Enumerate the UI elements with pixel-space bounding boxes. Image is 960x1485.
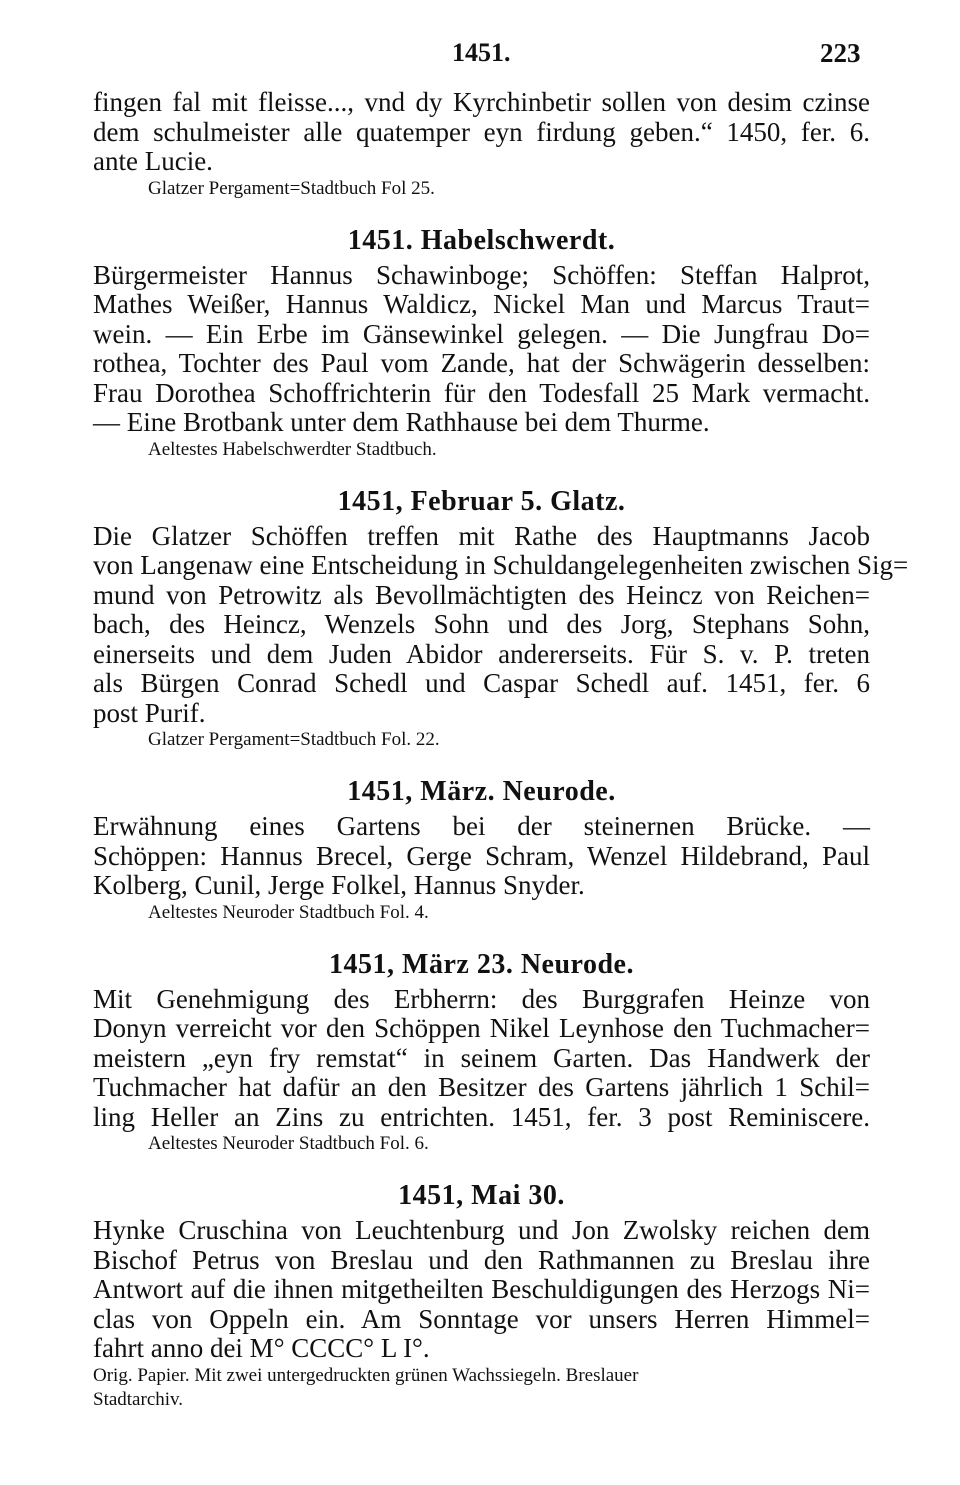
- source-citation: Glatzer Pergament=Stadtbuch Fol. 22.: [148, 729, 440, 750]
- text-line: ling Heller an Zins zu entrichten. 1451, fer. 3 post Reminiscere.: [93, 1101, 870, 1132]
- text-line: Donyn verreicht vor den Schöppen Nikel Leynhose den Tuchmacher=: [93, 1013, 870, 1043]
- entry-heading: 1451. Habelschwerdt.: [347, 224, 616, 256]
- text-line: dem schulmeister alle quatemper eyn firdung geben.“ 1450, fer. 6.: [93, 116, 870, 147]
- text-line: fingen fal mit fleisse..., vnd dy Kyrchinbetir sollen von desim czinse: [93, 87, 870, 117]
- entry-paragraph: [93, 520, 909, 729]
- source-citation: Orig. Papier. Mit zwei untergedruckten grünen Wachssiegeln. Breslauer: [93, 1364, 639, 1386]
- source-citation: Aeltestes Habelschwerdter Stadtbuch.: [148, 438, 437, 460]
- entry-paragraph: [93, 261, 870, 438]
- text-line: post Purif.: [93, 697, 206, 728]
- text-line: Antwort auf die ihnen mitgetheilten Beschuldigungen des Herzogs Ni=: [93, 1274, 870, 1304]
- source-citation: Aeltestes Neuroder Stadtbuch Fol. 6.: [148, 1133, 429, 1154]
- entry-heading: 1451, März. Neurode.: [347, 776, 616, 807]
- text-line: Schöppen: Hannus Brecel, Gerge Schram, Wenzel Hildebrand, Paul: [93, 840, 870, 871]
- entry-heading: 1451, März 23. Neurode.: [329, 948, 634, 980]
- entry-heading: 1451, Mai 30.: [398, 1180, 565, 1211]
- entry-paragraph: [93, 812, 870, 901]
- text-line: Bischof Petrus von Breslau und den Rathmannen zu Breslau ihre: [93, 1244, 870, 1275]
- text-line: als Bürgen Conrad Schedl und Caspar Schedl auf. 1451, fer. 6: [93, 668, 870, 698]
- header-year: 1451.: [452, 38, 511, 67]
- entry-paragraph: [93, 985, 870, 1133]
- text-line: Die Glatzer Schöffen treffen mit Rathe des Hauptmanns Jacob: [93, 520, 870, 551]
- text-line: Tuchmacher hat dafür an den Besitzer des Gartens jährlich 1 Schil=: [93, 1072, 870, 1102]
- entry-paragraph: [93, 1216, 870, 1364]
- source-citation: Aeltestes Neuroder Stadtbuch Fol. 4.: [148, 901, 429, 923]
- text-line: rothea, Tochter des Paul vom Zande, hat der Schwägerin desselben:: [93, 348, 870, 378]
- source-citation: Glatzer Pergament=Stadtbuch Fol 25.: [148, 177, 435, 199]
- text-line: clas von Oppeln ein. Am Sonntage vor unsers Herren Himmel=: [93, 1303, 870, 1334]
- text-line: Hynke Cruschina von Leuchtenburg und Jon Zwolsky reichen dem: [93, 1215, 870, 1245]
- text-line: von Langenaw eine Entscheidung in Schuldangelegenheiten zwischen Sig=: [93, 550, 909, 580]
- text-line: Erwähnung eines Gartens bei der steinernen Brücke. —: [93, 811, 870, 841]
- text-line: einerseits und dem Juden Abidor andererseits. Für S. v. P. treten: [93, 638, 870, 669]
- text-line: meistern „eyn fry remstat“ in seinem Garten. Das Handwerk der: [93, 1042, 870, 1073]
- source-citation: Stadtarchiv.: [93, 1388, 184, 1410]
- entry-heading: 1451, Februar 5. Glatz.: [337, 485, 626, 517]
- text-line: Mathes Weißer, Hannus Waldicz, Nickel Man und Marcus Traut=: [93, 289, 870, 319]
- text-line: Frau Dorothea Schoffrichterin für den Todesfall 25 Mark vermacht.: [93, 377, 870, 408]
- page-number: 223: [820, 38, 861, 68]
- text-line: bach, des Heincz, Wenzels Sohn und des Jorg, Stephans Sohn,: [93, 609, 870, 639]
- page-content: [93, 87, 909, 1412]
- text-line: — Eine Brotbank unter dem Rathhause bei dem Thurme.: [93, 407, 710, 437]
- text-line: Kolberg, Cunil, Jerge Folkel, Hannus Snyder.: [93, 870, 585, 900]
- intro-paragraph: [93, 88, 870, 177]
- text-line: fahrt anno dei M° CCCC° L I°.: [93, 1333, 430, 1363]
- text-line: ante Lucie.: [93, 146, 213, 176]
- text-line: wein. — Ein Erbe im Gänsewinkel gelegen. — Die Jungfrau Do=: [93, 318, 870, 349]
- page-header: [0, 38, 960, 78]
- text-line: mund von Petrowitz als Bevollmächtigten des Heincz von Reichen=: [93, 579, 870, 610]
- text-line: Bürgermeister Hannus Schawinboge; Schöffen: Steffan Halprot,: [93, 259, 870, 290]
- text-line: Mit Genehmigung des Erbherrn: des Burggrafen Heinze von: [93, 983, 870, 1014]
